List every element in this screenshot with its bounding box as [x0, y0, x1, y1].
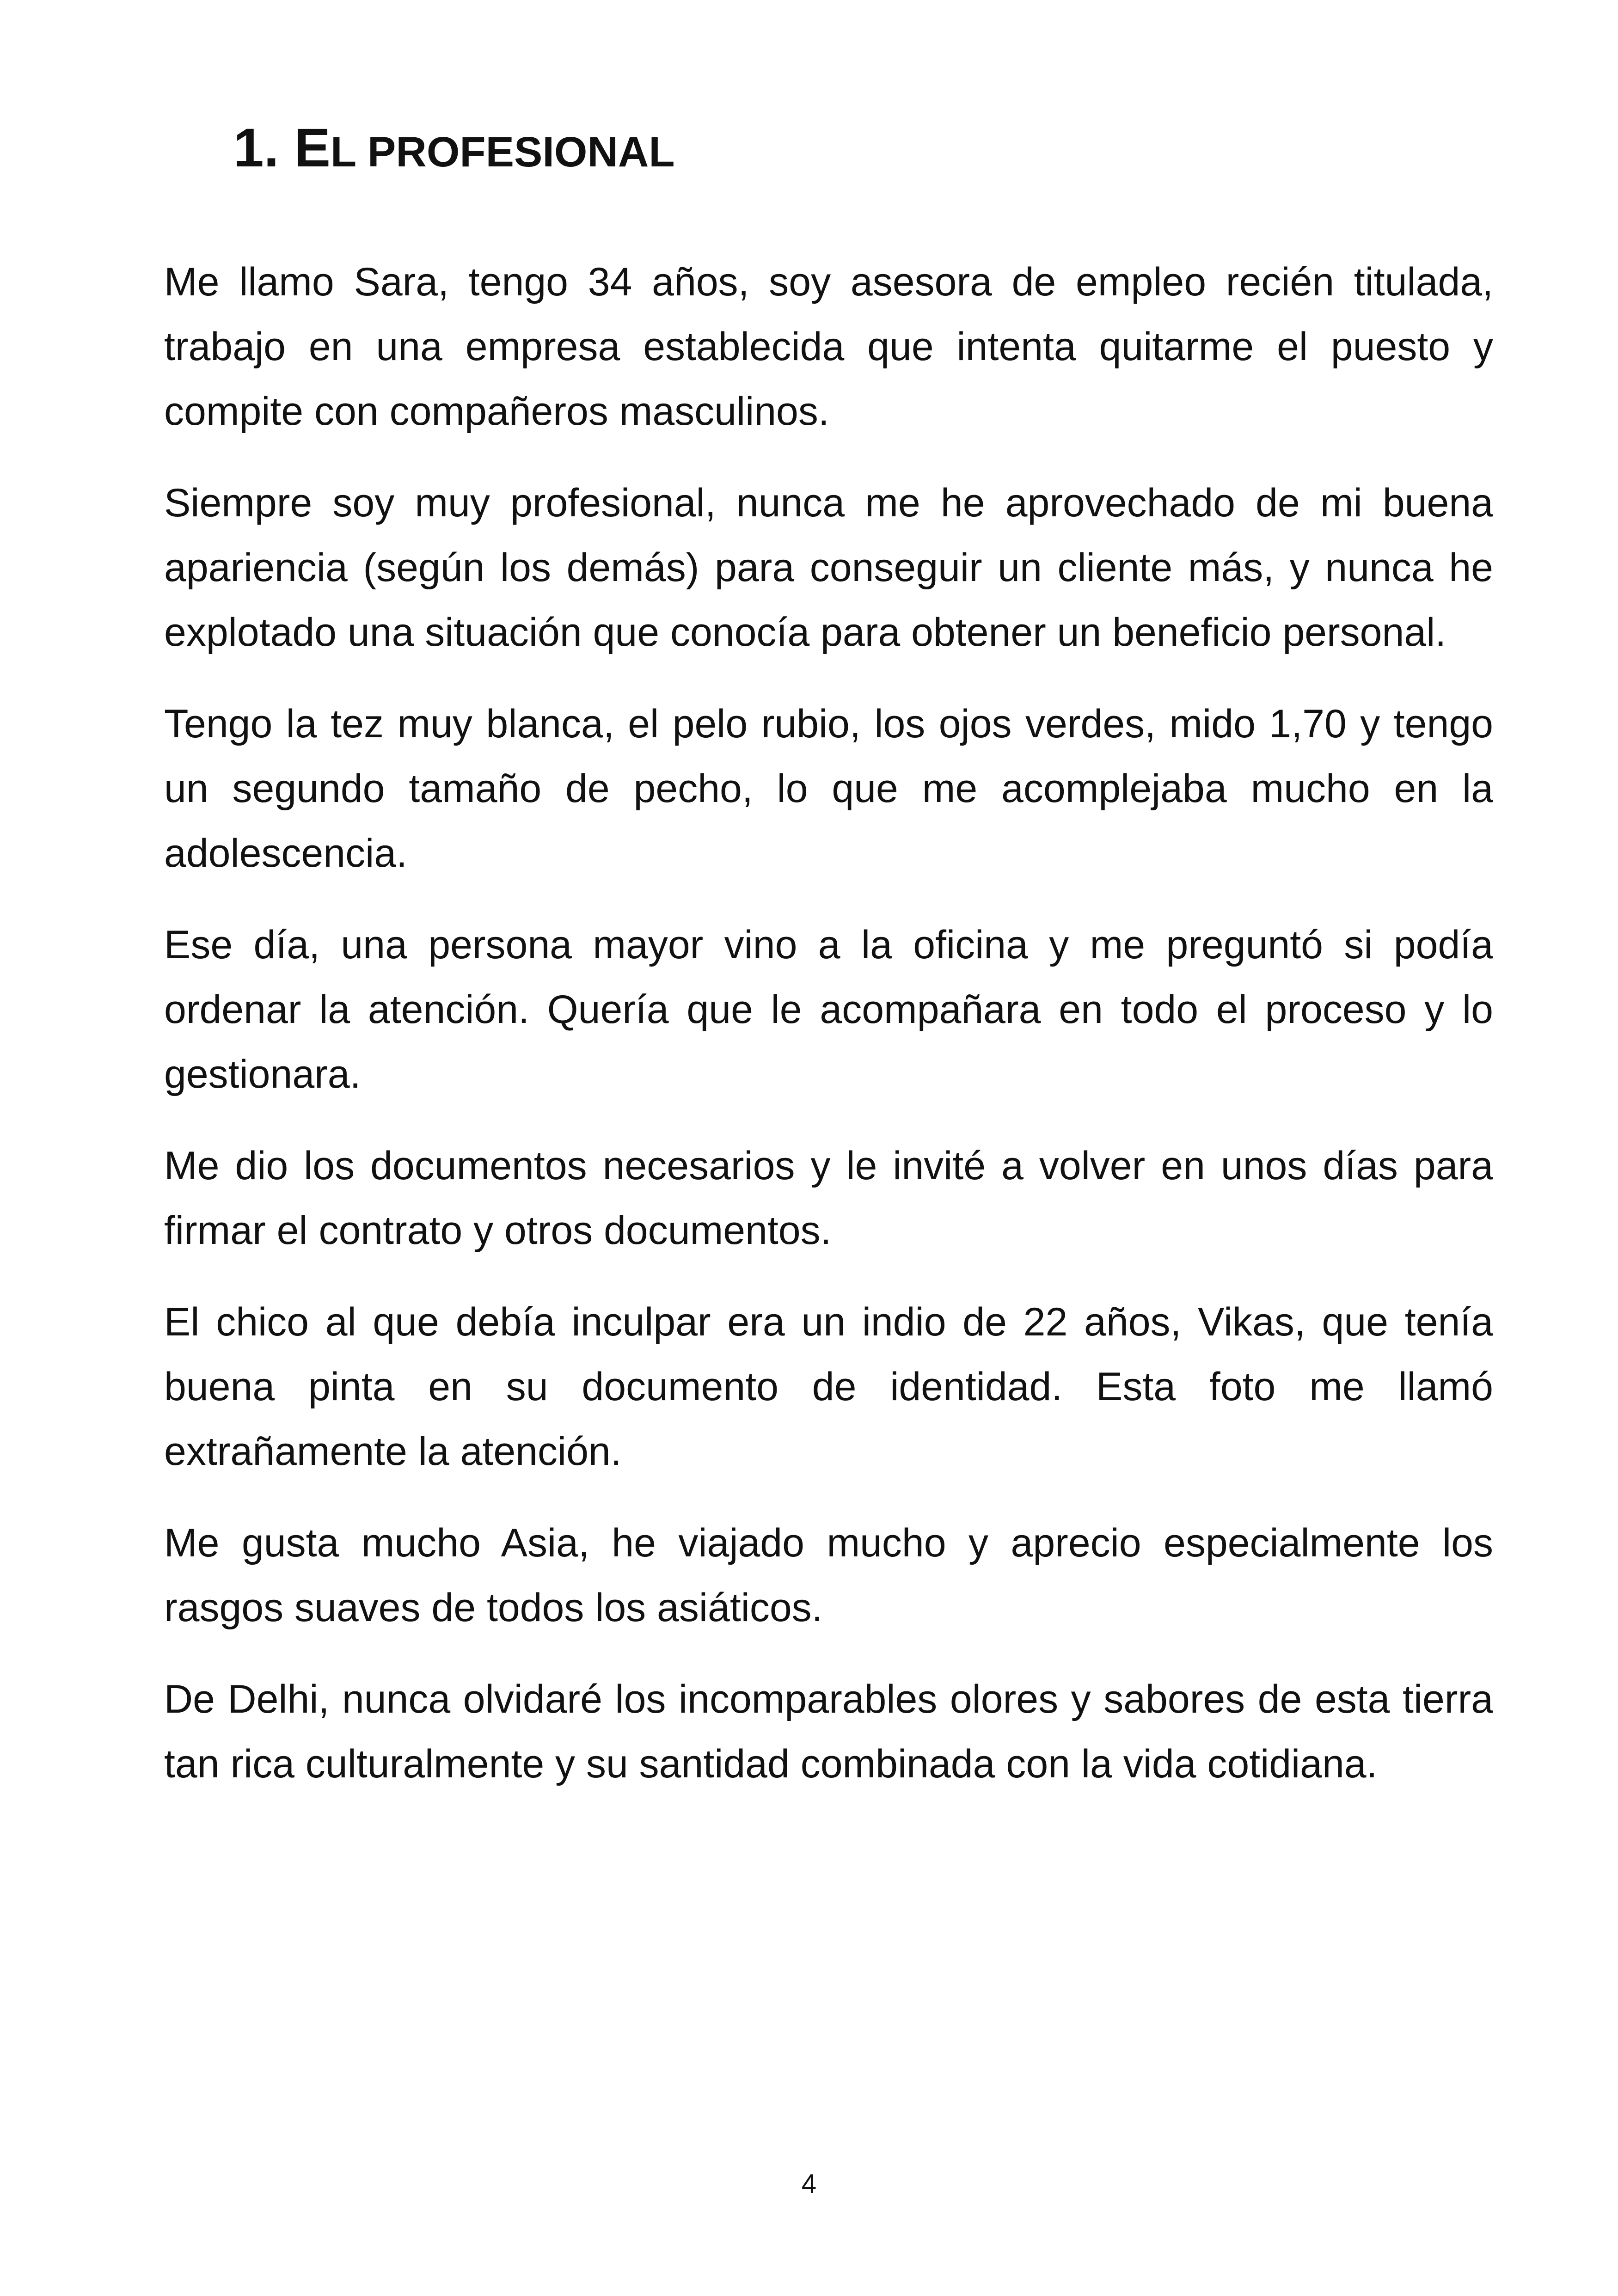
chapter-number: 1. — [233, 117, 279, 178]
page-number: 4 — [801, 2169, 817, 2199]
paragraph: El chico al que debía inculpar era un indio de 22 años, Vikas, que tenía buena pinta en su documento de identidad. Esta foto me llamó extrañamente la atención. — [164, 1300, 1493, 1474]
paragraph: Tengo la tez muy blanca, el pelo rubio, los ojos verdes, mido 1,70 y tengo un segundo tamaño de pecho, lo que me acomplejaba mucho en la adolescencia. — [164, 702, 1493, 876]
paragraph: Ese día, una persona mayor vino a la oficina y me preguntó si podía ordenar la atención. Quería que le acompañara en todo el proceso y lo gestionara. — [164, 923, 1493, 1096]
chapter-title-initial: E — [294, 117, 331, 178]
paragraph: De Delhi, nunca olvidaré los incomparables olores y sabores de esta tierra tan rica culturalmente y su santidad combinada con la vida cotidiana. — [164, 1677, 1493, 1786]
body-text — [164, 250, 1493, 1823]
chapter-title-rest: L PROFESIONAL — [330, 129, 675, 176]
paragraph: Me dio los documentos necesarios y le invité a volver en unos días para firmar el contrato y otros documentos. — [164, 1144, 1493, 1253]
chapter-title — [233, 116, 675, 181]
paragraph: Me gusta mucho Asia, he viajado mucho y aprecio especialmente los rasgos suaves de todos los asiáticos. — [164, 1521, 1493, 1630]
paragraph: Siempre soy muy profesional, nunca me he aprovechado de mi buena apariencia (según los demás) para conseguir un cliente más, y nunca he explotado una situación que conocía para obtener un beneficio personal. — [164, 481, 1493, 655]
paragraph: Me llamo Sara, tengo 34 años, soy asesora de empleo recién titulada, trabajo en una empresa establecida que intenta quitarme el puesto y compite con compañeros masculinos. — [164, 260, 1493, 434]
